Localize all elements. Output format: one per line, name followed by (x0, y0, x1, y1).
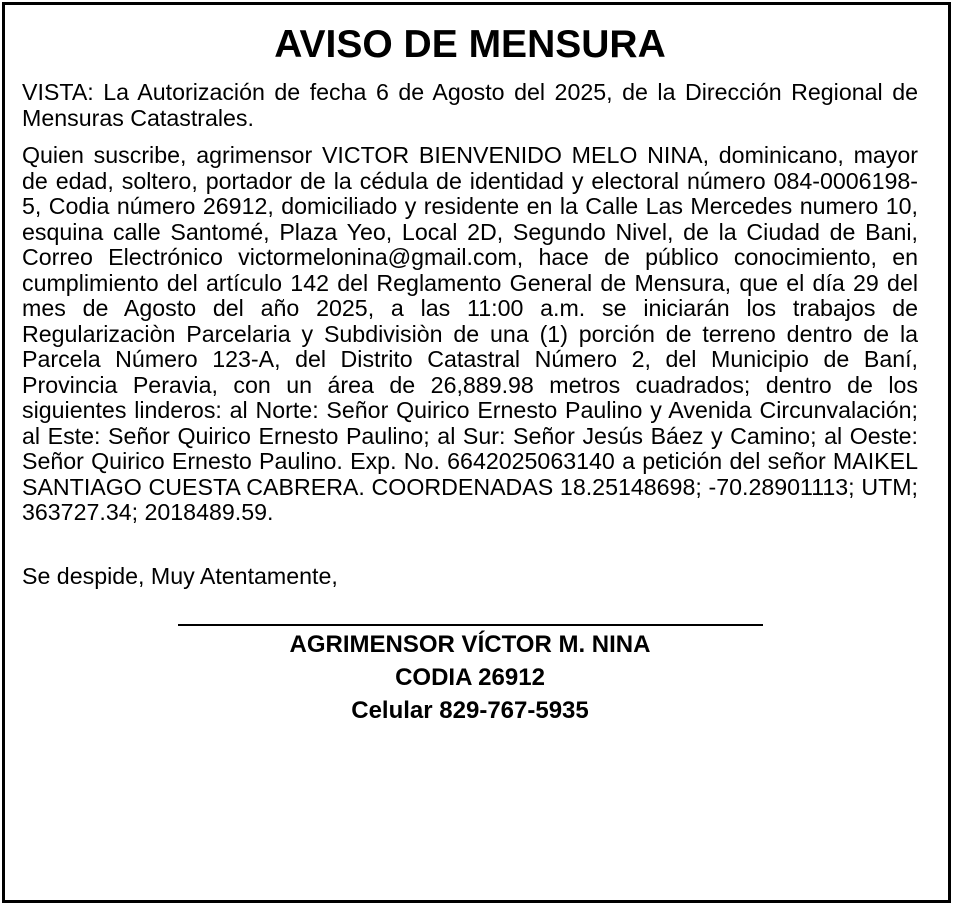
signature-line (178, 624, 763, 626)
notice-title: AVISO DE MENSURA (274, 23, 666, 66)
body-paragraph: Quien suscribe, agrimensor VICTOR BIENVENIDO MELO NINA, dominicano, mayor de edad, soltero, portador de la cédula de identidad y electoral número 084-0006198-5, Codia número 26912, domiciliado y residente en la Calle Las Mercedes numero 10, esquina calle Santomé, Plaza Yeo, Local 2D, Segundo Nivel, de la Ciudad de Bani, Correo Electrónico victormelonina@gmail.com, hace de público conocimiento, en cumplimiento del artículo 142 del Reglamento General de Mensura, que el día 29 del mes de Agosto del año 2025, a las 11:00 a.m. se iniciarán los trabajos de Regularizaciòn Parcelaria y Subdivisiòn de una (1) porción de terreno dentro de la Parcela Número 123-A, del Distrito Catastral Número 2, del Municipio de Baní, Provincia Peravia, con un área de 26,889.98 metros cuadrados; dentro de los siguientes linderos: al Norte: Señor Quirico Ernesto Paulino y Avenida Circunvalación; al Este: Señor Quirico Ernesto Paulino; al Sur: Señor Jesús Báez y Camino; al Oeste: Señor Quirico Ernesto Paulino. Exp. No. 6642025063140 a petición del señor MAIKEL SANTIAGO CUESTA CABRERA. COORDENADAS 18.25148698; -70.28901113; UTM; 363727.34; 2018489.59. (22, 142, 918, 525)
vista-paragraph: VISTA: La Autorización de fecha 6 de Agosto del 2025, de la Dirección Regional de Mensuras Catastrales. (22, 79, 918, 131)
signature-codia: CODIA 26912 (395, 664, 545, 691)
farewell-text: Se despide, Muy Atentamente, (22, 562, 338, 589)
notice-content (22, 22, 918, 727)
signature-name: AGRIMENSOR VÍCTOR M. NINA (289, 631, 651, 658)
signature-phone: Celular 829-767-5935 (351, 697, 589, 724)
